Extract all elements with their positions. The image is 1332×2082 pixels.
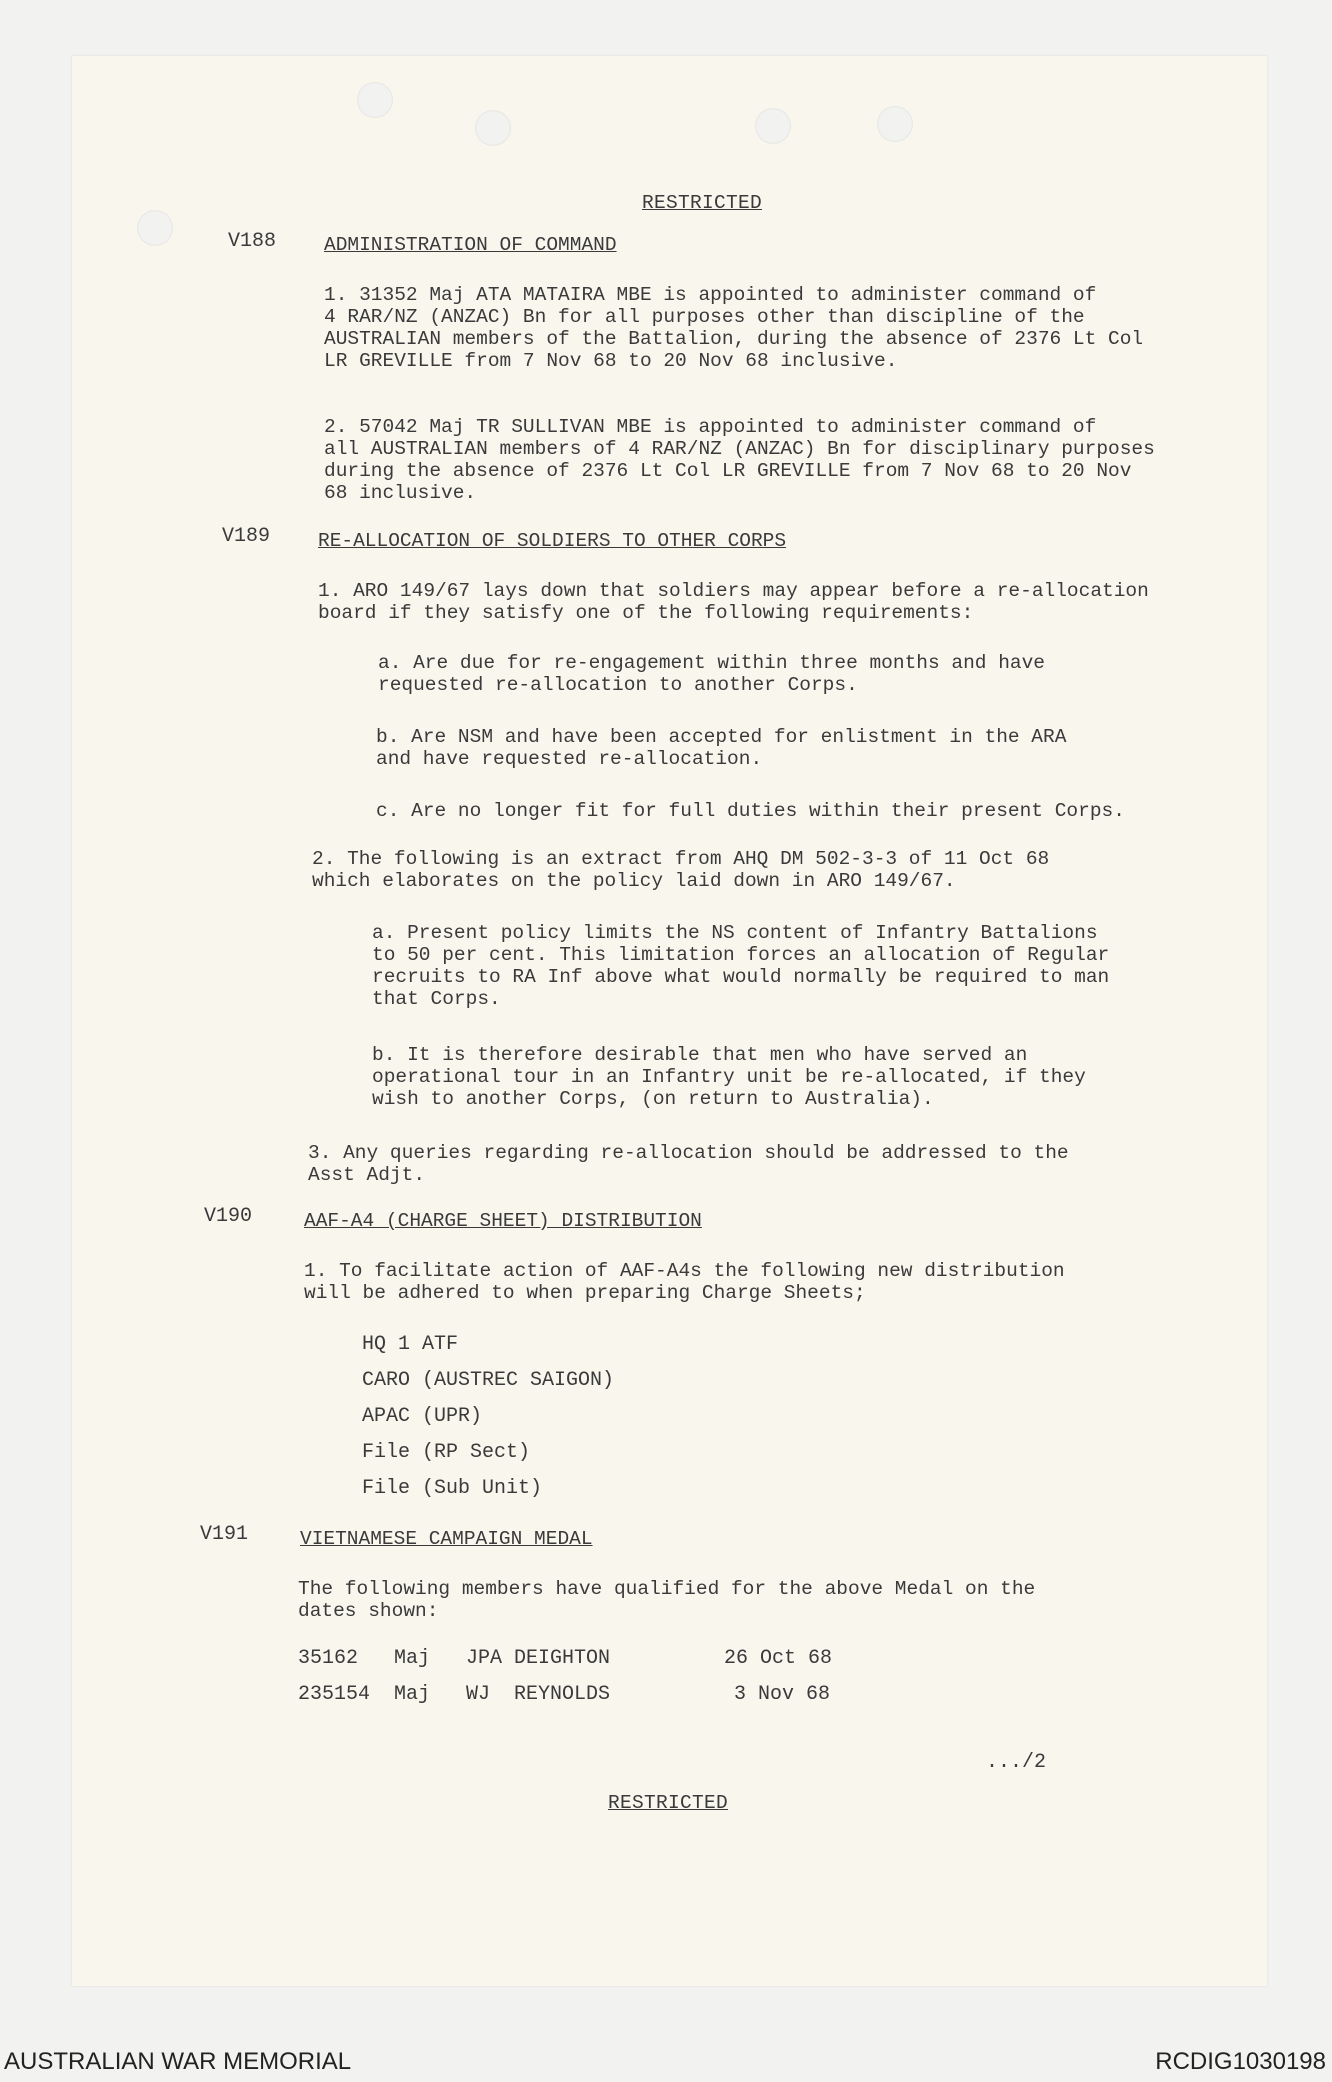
- continuation-marker: .../2: [986, 1751, 1047, 1774]
- section-heading: ADMINISTRATION OF COMMAND: [324, 234, 617, 256]
- qualifying-date: 3 Nov 68: [734, 1683, 831, 1706]
- list-item: b. Are NSM and have been accepted for enlistment in the ARA and have requested re-allocation.: [376, 726, 1067, 770]
- document-page: [72, 56, 1267, 1986]
- distribution-item: CARO (AUSTREC SAIGON): [362, 1369, 615, 1392]
- member-surname: REYNOLDS: [514, 1683, 611, 1706]
- paragraph: 1. ARO 149/67 lays down that soldiers may appear before a re-allocation board if they satisfy one of the following requirements:: [318, 580, 1149, 624]
- paragraph: 2. The following is an extract from AHQ DM 502-3-3 of 11 Oct 68 which elaborates on the policy laid down in ARO 149/67.: [312, 848, 1050, 892]
- distribution-item: HQ 1 ATF: [362, 1333, 459, 1356]
- archive-name: AUSTRALIAN WAR MEMORIAL: [4, 2048, 352, 2075]
- member-initials: JPA: [466, 1647, 503, 1670]
- member-number: 35162: [298, 1647, 359, 1670]
- member-surname: DEIGHTON: [514, 1647, 611, 1670]
- distribution-item: File (RP Sect): [362, 1441, 531, 1464]
- paragraph: The following members have qualified for the above Medal on the dates shown:: [298, 1578, 1036, 1622]
- member-rank: Maj: [394, 1647, 431, 1670]
- section-code: V188: [228, 230, 277, 253]
- list-item: b. It is therefore desirable that men who have served an operational tour in an Infantry unit be re-allocated, if they wish to another Corps, (on return to Australia).: [372, 1044, 1086, 1110]
- member-rank: Maj: [394, 1683, 431, 1706]
- paragraph: 1. 31352 Maj ATA MATAIRA MBE is appointed to administer command of 4 RAR/NZ (ANZAC) Bn for all purposes other than discipline of the AUSTRALIAN members of the Battalion, during the absence of 2376 Lt Col LR GREVILLE from 7 Nov 68 to 20 Nov 68 inclusive.: [324, 284, 1144, 372]
- paragraph: 2. 57042 Maj TR SULLIVAN MBE is appointed to administer command of all AUSTRALIAN members of 4 RAR/NZ (ANZAC) Bn for disciplinary purposes during the absence of 2376 Lt Col LR GREVILLE from 7 Nov 68 to 20 Nov 68 inclusive.: [324, 416, 1155, 504]
- footer-classification: RESTRICTED: [608, 1792, 729, 1814]
- qualifying-date: 26 Oct 68: [724, 1647, 833, 1670]
- list-item: c. Are no longer fit for full duties within their present Corps.: [376, 800, 1125, 822]
- header-classification: RESTRICTED: [642, 192, 763, 214]
- member-initials: WJ: [466, 1683, 491, 1706]
- medal-row: [298, 1684, 830, 1706]
- distribution-item: File (Sub Unit): [362, 1477, 543, 1500]
- section-code: V190: [204, 1205, 253, 1228]
- section-code: V189: [222, 525, 271, 548]
- medal-row: [298, 1648, 832, 1670]
- paragraph: 1. To facilitate action of AAF-A4s the following new distribution will be adhered to when preparing Charge Sheets;: [304, 1260, 1065, 1304]
- section-code: V191: [200, 1523, 249, 1546]
- list-item: a. Are due for re-engagement within three months and have requested re-allocation to another Corps.: [378, 652, 1046, 696]
- document-body: [72, 56, 1267, 1986]
- section-heading: VIETNAMESE CAMPAIGN MEDAL: [300, 1528, 593, 1550]
- list-item: a. Present policy limits the NS content of Infantry Battalions to 50 per cent. This limitation forces an allocation of Regular recruits to RA Inf above what would normally be required to man that Corps.: [372, 922, 1110, 1010]
- section-heading: AAF-A4 (CHARGE SHEET) DISTRIBUTION: [304, 1210, 702, 1232]
- distribution-item: APAC (UPR): [362, 1405, 483, 1428]
- member-number: 235154: [298, 1683, 371, 1706]
- paragraph: 3. Any queries regarding re-allocation should be addressed to the Asst Adjt.: [308, 1142, 1069, 1186]
- section-heading: RE-ALLOCATION OF SOLDIERS TO OTHER CORPS: [318, 530, 787, 552]
- archive-id: RCDIG1030198: [1155, 2048, 1326, 2075]
